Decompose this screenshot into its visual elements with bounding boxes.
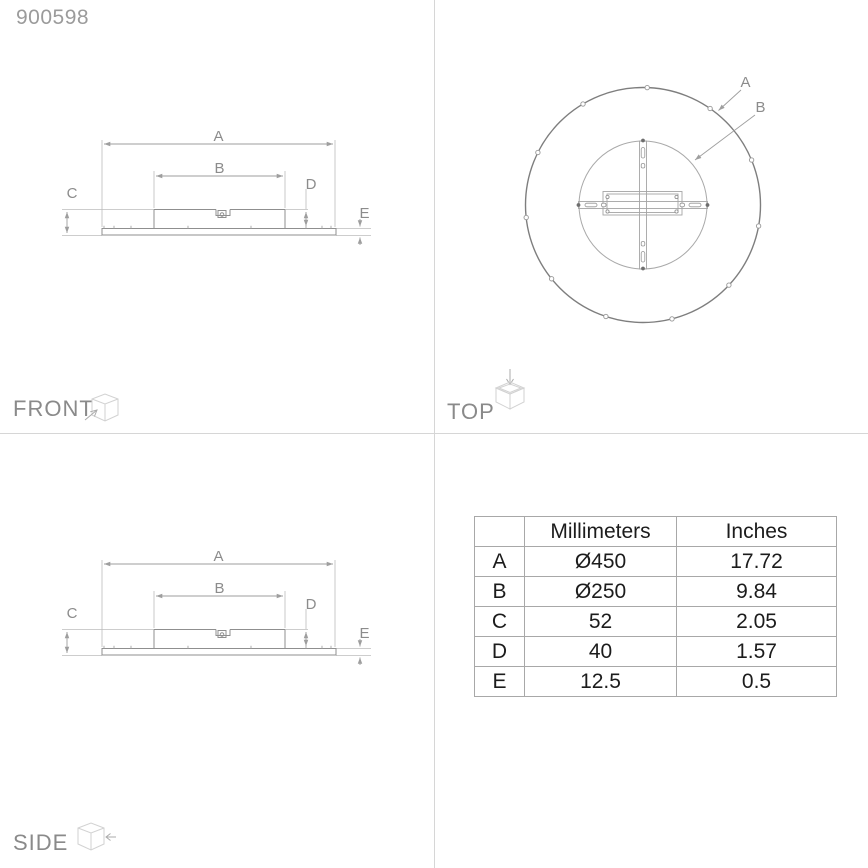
row-c-dim: C bbox=[475, 607, 525, 637]
vertical-divider bbox=[434, 0, 435, 868]
top-view-drawing bbox=[480, 55, 820, 365]
front-view-cube-icon bbox=[82, 389, 122, 425]
table-row-a bbox=[475, 547, 837, 577]
row-c-inches: 2.05 bbox=[677, 607, 837, 637]
row-d-inches: 1.57 bbox=[677, 637, 837, 667]
row-b-inches: 9.84 bbox=[677, 577, 837, 607]
inner-diameter-circle bbox=[579, 141, 707, 269]
row-a-dim: A bbox=[475, 547, 525, 577]
top-view-letters bbox=[740, 74, 765, 116]
front-direction-arrow bbox=[85, 410, 97, 420]
row-d-mm: 40 bbox=[525, 637, 677, 667]
dim-label-b-top: B bbox=[755, 99, 766, 116]
table-row-d bbox=[475, 637, 837, 667]
row-a-mm: Ø450 bbox=[525, 547, 677, 577]
table-corner-cell bbox=[475, 517, 525, 547]
side-view-drawing bbox=[40, 546, 390, 670]
cover-screws bbox=[606, 195, 678, 213]
front-view-label: FRONT bbox=[13, 396, 94, 421]
front-view-drawing bbox=[40, 126, 390, 250]
top-view-cube-icon bbox=[489, 368, 531, 414]
outer-diameter-circle bbox=[526, 88, 761, 323]
product-code: 900598 bbox=[16, 6, 90, 29]
row-a-inches: 17.72 bbox=[677, 547, 837, 577]
bracket-slots bbox=[585, 148, 701, 263]
row-e-dim: E bbox=[475, 667, 525, 697]
table-row-e bbox=[475, 667, 837, 697]
table-row-c bbox=[475, 607, 837, 637]
row-b-dim: B bbox=[475, 577, 525, 607]
side-view-label: SIDE bbox=[13, 830, 69, 855]
table-header-row bbox=[475, 517, 837, 547]
dim-label-a-top: A bbox=[740, 74, 751, 91]
dimension-table bbox=[474, 516, 837, 697]
side-direction-arrow bbox=[106, 834, 116, 841]
horizontal-divider bbox=[0, 433, 868, 434]
row-d-dim: D bbox=[475, 637, 525, 667]
row-c-mm: 52 bbox=[525, 607, 677, 637]
row-e-mm: 12.5 bbox=[525, 667, 677, 697]
side-view-cube-icon bbox=[70, 818, 118, 854]
table-header-millimeters: Millimeters bbox=[525, 517, 677, 547]
top-view-label: TOP bbox=[447, 399, 495, 424]
table-row-b bbox=[475, 577, 837, 607]
row-b-mm: Ø250 bbox=[525, 577, 677, 607]
row-e-inches: 0.5 bbox=[677, 667, 837, 697]
table-header-inches: Inches bbox=[677, 517, 837, 547]
